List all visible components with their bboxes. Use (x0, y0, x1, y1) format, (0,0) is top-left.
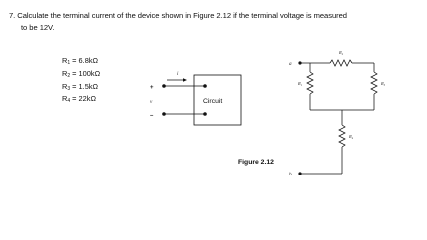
top-terminal-right (203, 84, 207, 88)
resistor-value-r2: $R_2 = 100k\Omega$ (62, 68, 101, 79)
r3-label: R₃ (381, 81, 386, 86)
current-arrow (167, 78, 187, 82)
voltage-label: v (150, 99, 153, 105)
r4-resistor (339, 125, 345, 147)
bottom-terminal-right (203, 112, 207, 116)
resistor-value-r1: $R_1 = 6.8k\Omega$ (62, 56, 99, 66)
r1-resistor (307, 72, 313, 94)
terminal-b (298, 172, 301, 175)
question-line-1: Calculate the terminal current of the device shown in Figure 2.12 if the terminal voltage is measured (17, 11, 347, 20)
plus-label: + (150, 85, 154, 91)
r2-label: R₂ (339, 50, 344, 55)
bottom-terminal-left (162, 112, 166, 116)
resistor-value-r4: $R_4 = 22k\Omega$ (62, 94, 96, 105)
resistor-value-r3: $R_3 = 1.5k\Omega$ (62, 81, 99, 92)
terminal-b-label: b (289, 172, 292, 175)
question-number: 7. (9, 11, 16, 20)
circuit-box-label: Circuit (203, 98, 223, 105)
r4-label: R₄ (349, 134, 354, 139)
terminal-a-label: a (289, 61, 292, 67)
current-label: i (177, 71, 179, 77)
question-line-2: to be 12V. (21, 23, 55, 32)
resistor-network (300, 60, 377, 174)
r3-resistor (371, 72, 377, 94)
r2-resistor (330, 60, 352, 66)
r1-label: R₁ (298, 81, 303, 86)
minus-label: – (150, 113, 154, 119)
top-terminal-left (162, 84, 166, 88)
figure-caption: Figure 2.12 (238, 159, 274, 166)
terminal-a (298, 61, 301, 64)
